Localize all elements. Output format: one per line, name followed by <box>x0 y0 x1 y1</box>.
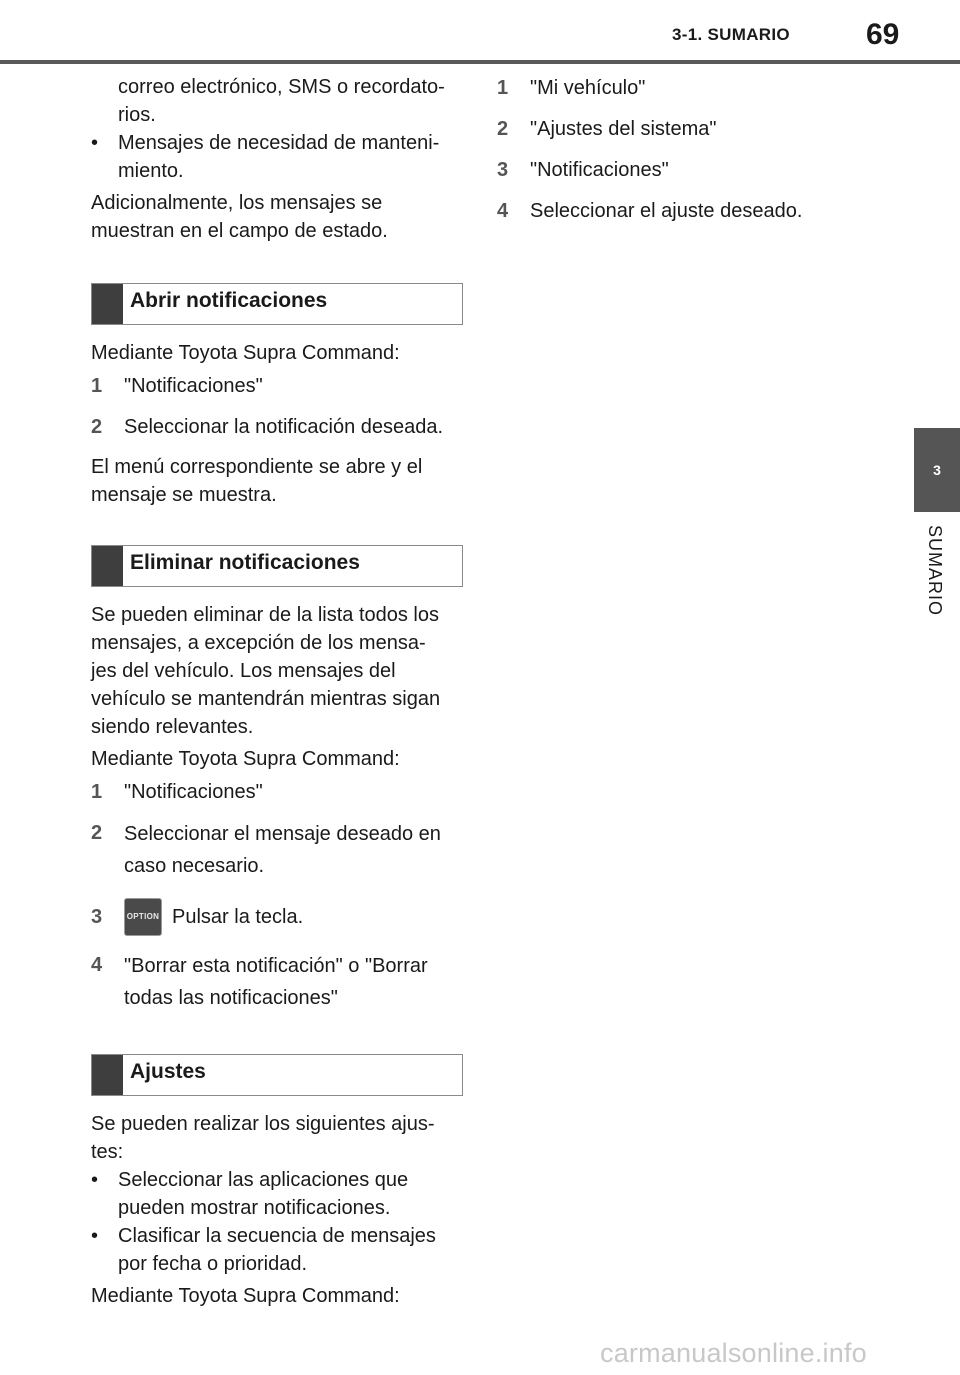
step-text: Seleccionar el mensaje deseado en caso necesario. <box>124 823 441 877</box>
page-number: 69 <box>866 18 900 51</box>
step-text: "Notificaciones" <box>530 159 669 181</box>
section-heading-delete <box>91 545 463 587</box>
header-rule <box>0 60 960 64</box>
heading-bar <box>92 546 123 586</box>
settings-lead: Mediante Toyota Supra Command: <box>91 1285 400 1307</box>
open-after-paragraph: El menú correspondiente se abre y el mensaje se muestra. <box>91 456 423 506</box>
settings-step <box>497 155 897 185</box>
settings-bullet: • Seleccionar las aplicaciones que pueden mostrar notificaciones. <box>91 1166 471 1222</box>
step-number: 2 <box>91 822 103 844</box>
intro-bullet: • Mensajes de necesidad de manteni- miento. <box>91 129 471 185</box>
step-text: "Notificaciones" <box>124 781 263 803</box>
left-column <box>91 73 471 1314</box>
open-lead: Mediante Toyota Supra Command: <box>91 342 400 364</box>
delete-paragraph: Se pueden eliminar de la lista todos los mensajes, a excepción de los mensa- jes del vehículo. Los mensajes del vehículo se mantendrán mientras sigan siendo relevantes. <box>91 604 441 738</box>
step-text: Pulsar la tecla. <box>172 906 304 928</box>
intro-continuation: correo electrónico, SMS o recordato- rios. <box>118 76 445 126</box>
delete-step <box>91 777 471 807</box>
delete-step <box>91 898 471 936</box>
delete-step <box>91 818 471 882</box>
step-number: 1 <box>91 375 103 397</box>
heading-label: Eliminar notificaciones <box>130 551 360 574</box>
chapter-tab[interactable] <box>914 428 960 512</box>
settings-step <box>497 73 897 103</box>
step-number: 4 <box>497 200 509 222</box>
header-section-title: 3-1. SUMARIO <box>672 25 790 44</box>
settings-step <box>497 196 897 226</box>
step-text: "Mi vehículo" <box>530 77 646 99</box>
step-number: 1 <box>497 77 509 99</box>
delete-lead: Mediante Toyota Supra Command: <box>91 748 400 770</box>
step-number: 2 <box>497 118 509 140</box>
step-text: Seleccionar la notificación deseada. <box>124 416 444 438</box>
intro-paragraph: Adicionalmente, los mensajes se muestran en el campo de estado. <box>91 192 388 242</box>
step-text: Seleccionar el ajuste deseado. <box>530 200 803 222</box>
chapter-side-label: SUMARIO <box>925 525 945 617</box>
open-step <box>91 371 471 401</box>
right-column <box>497 73 897 237</box>
step-number: 2 <box>91 416 103 438</box>
settings-paragraph: Se pueden realizar los siguientes ajus- tes: <box>91 1113 435 1163</box>
delete-step <box>91 950 471 1014</box>
step-number: 4 <box>91 954 103 976</box>
step-text: "Notificaciones" <box>124 375 263 397</box>
heading-label: Ajustes <box>130 1060 206 1083</box>
section-heading-settings <box>91 1054 463 1096</box>
chapter-number: 3 <box>933 462 941 478</box>
step-number: 1 <box>91 781 103 803</box>
settings-bullet: • Clasificar la secuencia de mensajes por fecha o prioridad. <box>91 1222 471 1278</box>
step-text: "Ajustes del sistema" <box>530 118 717 140</box>
option-key-icon: OPTION <box>124 898 162 936</box>
open-step <box>91 412 471 442</box>
watermark: carmanualsonline.info <box>600 1338 867 1368</box>
heading-bar <box>92 284 123 324</box>
heading-bar <box>92 1055 123 1095</box>
section-heading-open <box>91 283 463 325</box>
settings-step <box>497 114 897 144</box>
step-number: 3 <box>91 906 103 928</box>
heading-label: Abrir notificaciones <box>130 289 328 312</box>
step-text: "Borrar esta notificación" o "Borrar todas las notificaciones" <box>124 955 428 1009</box>
step-number: 3 <box>497 159 509 181</box>
